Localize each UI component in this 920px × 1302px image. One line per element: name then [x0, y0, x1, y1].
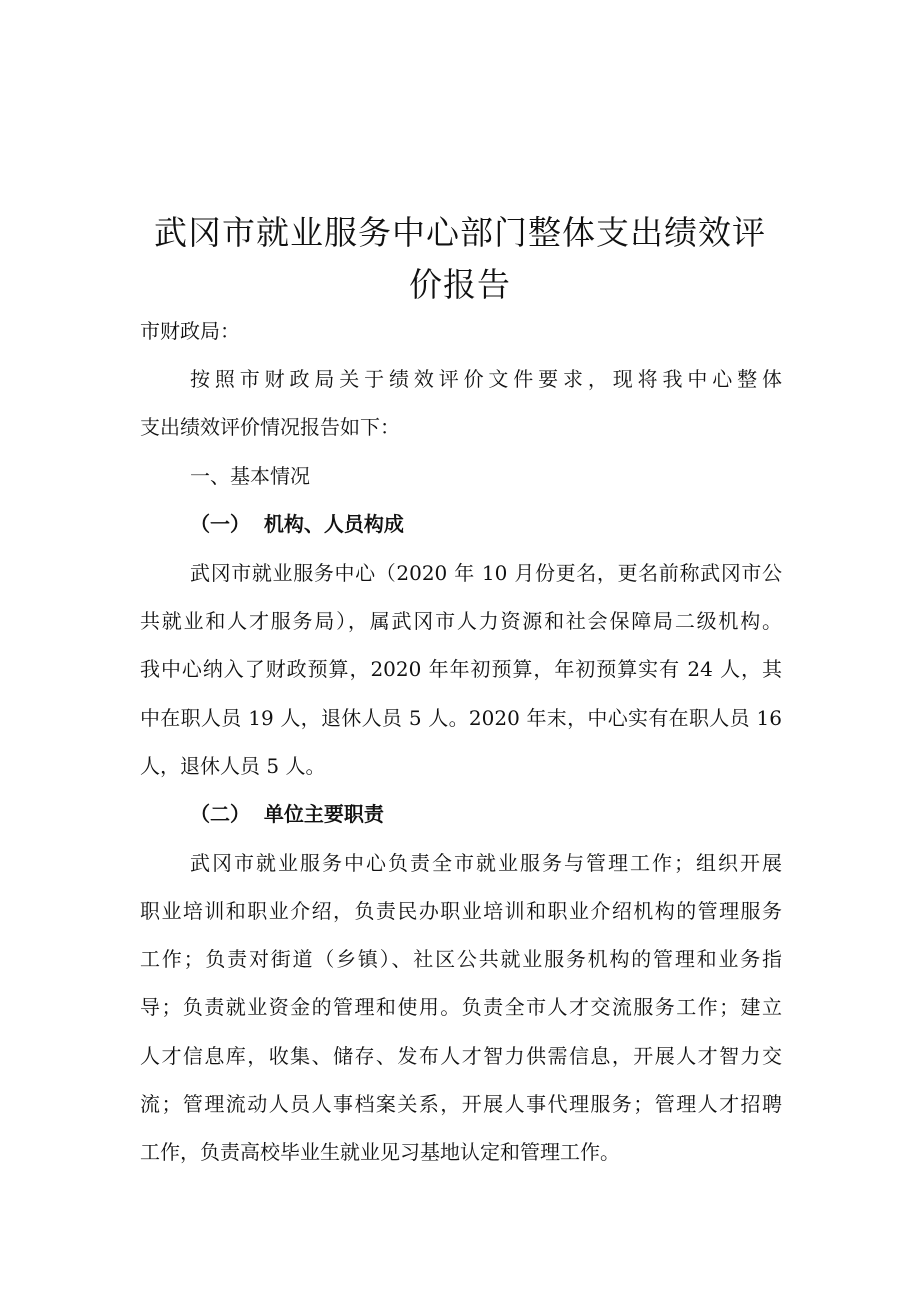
sub1-line-3: 我中心纳入了财政预算，2020 年年初预算，年初预算实有 24 人，其 — [140, 657, 782, 681]
document-title-line-1: 武冈市就业服务中心部门整体支出绩效评 — [154, 213, 766, 252]
document-title — [130, 207, 790, 311]
addressee: 市财政局： — [140, 319, 240, 343]
sub2-line-2: 职业培训和职业介绍，负责民办职业培训和职业介绍机构的管理服务 — [140, 899, 782, 923]
subsection-heading-organization: （一） 机构、人员构成 — [190, 512, 404, 536]
sub1-line-4: 中在职人员 19 人，退休人员 5 人。2020 年末，中心实有在职人员 16 — [140, 706, 782, 730]
sub2-line-3: 工作；负责对街道（乡镇）、社区公共就业服务机构的管理和业务指 — [140, 947, 782, 971]
sub1-line-5: 人，退休人员 5 人。 — [140, 754, 326, 778]
sub2-line-5: 人才信息库，收集、储存、发布人才智力供需信息，开展人才智力交 — [140, 1044, 782, 1068]
sub1-line-2: 共就业和人才服务局），属武冈市人力资源和社会保障局二级机构。 — [140, 609, 782, 633]
sub1-line-1: 武冈市就业服务中心（2020 年 10 月份更名，更名前称武冈市公 — [190, 561, 782, 585]
sub2-line-1: 武冈市就业服务中心负责全市就业服务与管理工作；组织开展 — [190, 851, 782, 875]
intro-line-2: 支出绩效评价情况报告如下： — [140, 415, 400, 439]
sub2-line-6: 流；管理流动人员人事档案关系，开展人事代理服务；管理人才招聘 — [140, 1092, 782, 1116]
intro-line-1: 按照市财政局关于绩效评价文件要求，现将我中心整体 — [190, 367, 782, 391]
document-title-line-2: 价报告 — [409, 265, 511, 304]
sub2-line-7: 工作，负责高校毕业生就业见习基地认定和管理工作。 — [140, 1140, 620, 1164]
section-heading-basic-info: 一、基本情况 — [190, 464, 310, 488]
subsection-heading-duties: （二） 单位主要职责 — [190, 802, 384, 826]
sub2-line-4: 导；负责就业资金的管理和使用。负责全市人才交流服务工作；建立 — [140, 995, 782, 1019]
